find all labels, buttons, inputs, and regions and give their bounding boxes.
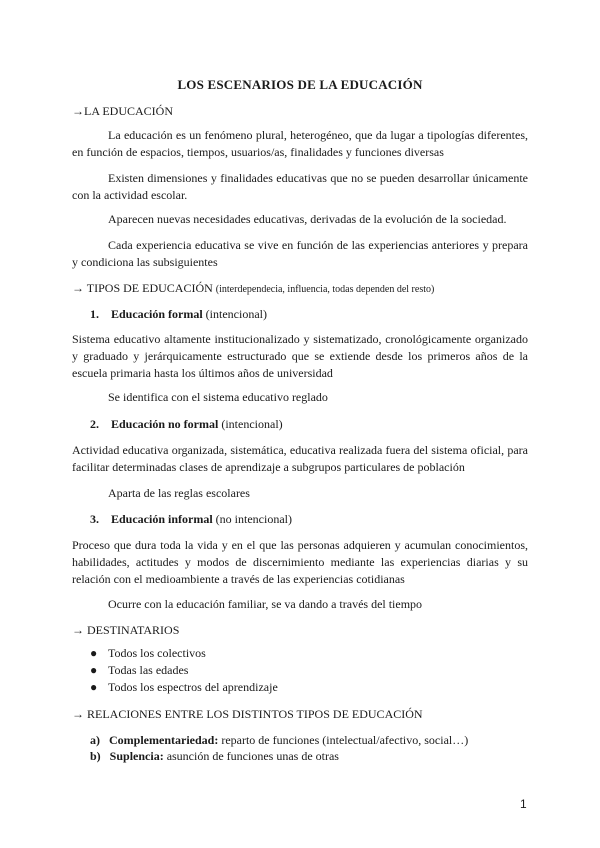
section-heading-text: → TIPOS DE EDUCACIÓN — [72, 281, 213, 295]
item-text: asunción de funciones unas de otras — [166, 749, 339, 763]
paragraph — [72, 389, 528, 406]
section-heading-note: (interdependecia, influencia, todas dependen del resto) — [215, 284, 435, 295]
list-item-text: Todos los espectros del aprendizaje — [108, 680, 278, 694]
list-item-text: Todas las edades — [108, 663, 189, 677]
section-heading-destinatarios: → DESTINATARIOS — [72, 623, 180, 637]
item-number: 1. — [90, 307, 99, 321]
paragraph-text: Ocurre con la educación familiar, se va dando a través del tiempo — [108, 597, 423, 611]
bullet-icon: ● — [90, 680, 98, 694]
item-letter: a) — [90, 733, 100, 747]
item-description: Proceso que dura toda la vida y en el que las personas adquieren y acumulan conocimientos, habilidades, actitudes y modos de discernimiento mediante las experiencias diarias y su relación con el medioambiente a través de las experiencias cotidianas — [72, 538, 528, 586]
item-term: Complementariedad: — [109, 733, 219, 747]
bullet-icon: ● — [90, 646, 98, 660]
paragraph-text: Cada experiencia educativa se vive en función de las experiencias anteriores y prepara y condiciona las subsiguientes — [72, 238, 528, 269]
paragraph — [72, 170, 528, 204]
relation-item — [90, 732, 468, 748]
bullet-list — [90, 645, 278, 696]
relation-item — [90, 748, 339, 764]
paragraph — [72, 485, 528, 502]
page-number: 1 — [520, 797, 527, 811]
section-heading-relaciones: → RELACIONES ENTRE LOS DISTINTOS TIPOS DE EDUCACIÓN — [72, 707, 423, 721]
item-number: 3. — [90, 512, 99, 526]
paragraph-text: Se identifica con el sistema educativo reglado — [108, 390, 328, 404]
paragraph — [72, 127, 528, 161]
list-item — [90, 679, 278, 696]
type-item-formal — [90, 306, 267, 322]
paragraph — [72, 596, 528, 613]
list-item — [90, 645, 278, 662]
list-item — [90, 662, 278, 679]
item-description: Actividad educativa organizada, sistemática, educativa realizada fuera del sistema oficial, para facilitar determinadas clases de aprendizaje a subgrupos particulares de población — [72, 443, 528, 474]
item-letter: b) — [90, 749, 101, 763]
paragraph-text: La educación es un fenómeno plural, heterogéneo, que da lugar a tipologías diferentes, en función de espacios, tiempos, usuarios/as, finalidades y funciones diversas — [72, 128, 528, 159]
paragraph-text: Aparta de las reglas escolares — [108, 486, 250, 500]
item-description: Sistema educativo altamente institucionalizado y sistematizado, cronológicamente organizado y graduado y jerárquicamente estructurado que se extiende desde los primeros años de la escuela primaria hasta los últimos años de universidad — [72, 332, 528, 380]
item-name: Educación formal — [111, 307, 203, 321]
document-title: LOS ESCENARIOS DE LA EDUCACIÓN — [177, 77, 423, 92]
item-name: Educación no formal — [111, 417, 219, 431]
type-item-no-formal — [90, 416, 283, 432]
section-heading-tipos — [72, 280, 434, 298]
bullet-icon: ● — [90, 663, 98, 677]
item-number: 2. — [90, 417, 99, 431]
item-text: reparto de funciones (intelectual/afectivo, social…) — [221, 733, 469, 747]
type-item-informal — [90, 511, 292, 527]
paragraph — [72, 211, 528, 228]
item-qualifier: (intencional) — [205, 307, 267, 321]
item-term: Suplencia: — [109, 749, 164, 763]
section-heading-educacion: →LA EDUCACIÓN — [72, 104, 173, 118]
paragraph-text: Aparecen nuevas necesidades educativas, derivadas de la evolución de la sociedad. — [108, 212, 507, 226]
paragraph — [72, 237, 528, 271]
item-qualifier: (intencional) — [221, 417, 283, 431]
item-qualifier: (no intencional) — [215, 512, 292, 526]
list-item-text: Todos los colectivos — [108, 646, 206, 660]
item-name: Educación informal — [111, 512, 213, 526]
paragraph-text: Existen dimensiones y finalidades educativas que no se pueden desarrollar únicamente con la actividad escolar. — [72, 171, 528, 202]
